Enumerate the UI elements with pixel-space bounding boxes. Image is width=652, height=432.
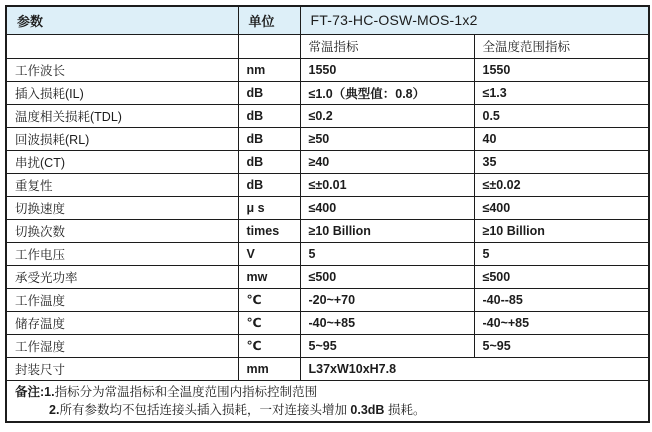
note-2-bold-value: 0.3dB [350,402,385,417]
param-cell: 回波损耗(RL) [6,127,238,150]
value-cell-normal-temp: 5 [300,242,474,265]
param-cell: 切换次数 [6,219,238,242]
value-cell-normal-temp: ≥50 [300,127,474,150]
param-cell: 承受光功率 [6,265,238,288]
note-1-text: 指标分为常温指标和全温度范围内指标控制范围 [54,384,318,399]
subheader-full-range: 全温度范围指标 [474,34,649,58]
subheader-empty-unit [238,34,300,58]
unit-cell: dB [238,104,300,127]
value-cell-normal-temp: ≤1.0（典型值：0.8） [300,81,474,104]
value-cell-full-range: -40~+85 [474,311,649,334]
table-row [6,242,649,265]
unit-cell: dB [238,173,300,196]
table-row [6,311,649,334]
unit-cell: dB [238,150,300,173]
note-line-2 [15,401,640,419]
param-cell: 重复性 [6,173,238,196]
param-cell: 储存温度 [6,311,238,334]
note-2-text-before: 所有参数均不包括连接头插入损耗，一对连接头增加 [59,402,351,417]
header-model: FT-73-HC-OSW-MOS-1x2 [300,6,649,34]
spec-table [5,5,650,423]
note-line-1 [15,383,640,401]
notes-row [6,380,649,422]
header-unit: 单位 [238,6,300,34]
unit-cell: ℃ [238,288,300,311]
table-row [6,288,649,311]
param-cell: 插入损耗(IL) [6,81,238,104]
value-cell-normal-temp: ≥10 Billion [300,219,474,242]
value-cell-full-range: ≤500 [474,265,649,288]
notes-prefix: 备注: [15,384,45,399]
unit-cell: μ s [238,196,300,219]
table-subheader-row [6,34,649,58]
value-cell-full-range: 1550 [474,58,649,81]
value-cell-normal-temp: ≤500 [300,265,474,288]
subheader-empty-param [6,34,238,58]
param-cell: 工作波长 [6,58,238,81]
note-1-number: 1. [44,384,55,399]
value-cell-normal-temp: 1550 [300,58,474,81]
notes-cell [6,380,649,422]
note-2-number: 2. [49,402,60,417]
value-cell-full-range: ≤1.3 [474,81,649,104]
value-cell-normal-temp: ≤400 [300,196,474,219]
table-row [6,196,649,219]
value-cell-normal-temp: ≤0.2 [300,104,474,127]
unit-cell: mw [238,265,300,288]
unit-cell: nm [238,58,300,81]
table-row [6,127,649,150]
table-row [6,58,649,81]
table-row [6,104,649,127]
value-cell-normal-temp: ≤±0.01 [300,173,474,196]
value-cell-full-range: ≤±0.02 [474,173,649,196]
table-row [6,81,649,104]
table-row [6,265,649,288]
table-row [6,357,649,380]
param-cell: 切换速度 [6,196,238,219]
spec-table-body [6,58,649,380]
value-cell-full-range: 5 [474,242,649,265]
table-header-row [6,6,649,34]
unit-cell: V [238,242,300,265]
value-cell-full-range: ≤400 [474,196,649,219]
unit-cell: times [238,219,300,242]
param-cell: 串扰(CT) [6,150,238,173]
unit-cell: ℃ [238,311,300,334]
unit-cell: dB [238,81,300,104]
table-row [6,334,649,357]
value-cell-normal-temp: -40~+85 [300,311,474,334]
value-cell-span: L37xW10xH7.8 [300,357,649,380]
table-row [6,150,649,173]
value-cell-full-range: ≥10 Billion [474,219,649,242]
note-2-text-after: 损耗。 [384,402,426,417]
value-cell-normal-temp: -20~+70 [300,288,474,311]
unit-cell: ℃ [238,334,300,357]
param-cell: 工作电压 [6,242,238,265]
param-cell: 温度相关损耗(TDL) [6,104,238,127]
header-param: 参数 [6,6,238,34]
value-cell-full-range: 0.5 [474,104,649,127]
value-cell-full-range: 5~95 [474,334,649,357]
param-cell: 工作温度 [6,288,238,311]
subheader-normal-temp: 常温指标 [300,34,474,58]
value-cell-full-range: 40 [474,127,649,150]
unit-cell: dB [238,127,300,150]
unit-cell: mm [238,357,300,380]
value-cell-normal-temp: 5~95 [300,334,474,357]
value-cell-full-range: 35 [474,150,649,173]
param-cell: 封装尺寸 [6,357,238,380]
table-row [6,173,649,196]
value-cell-normal-temp: ≥40 [300,150,474,173]
table-row [6,219,649,242]
value-cell-full-range: -40--85 [474,288,649,311]
param-cell: 工作湿度 [6,334,238,357]
